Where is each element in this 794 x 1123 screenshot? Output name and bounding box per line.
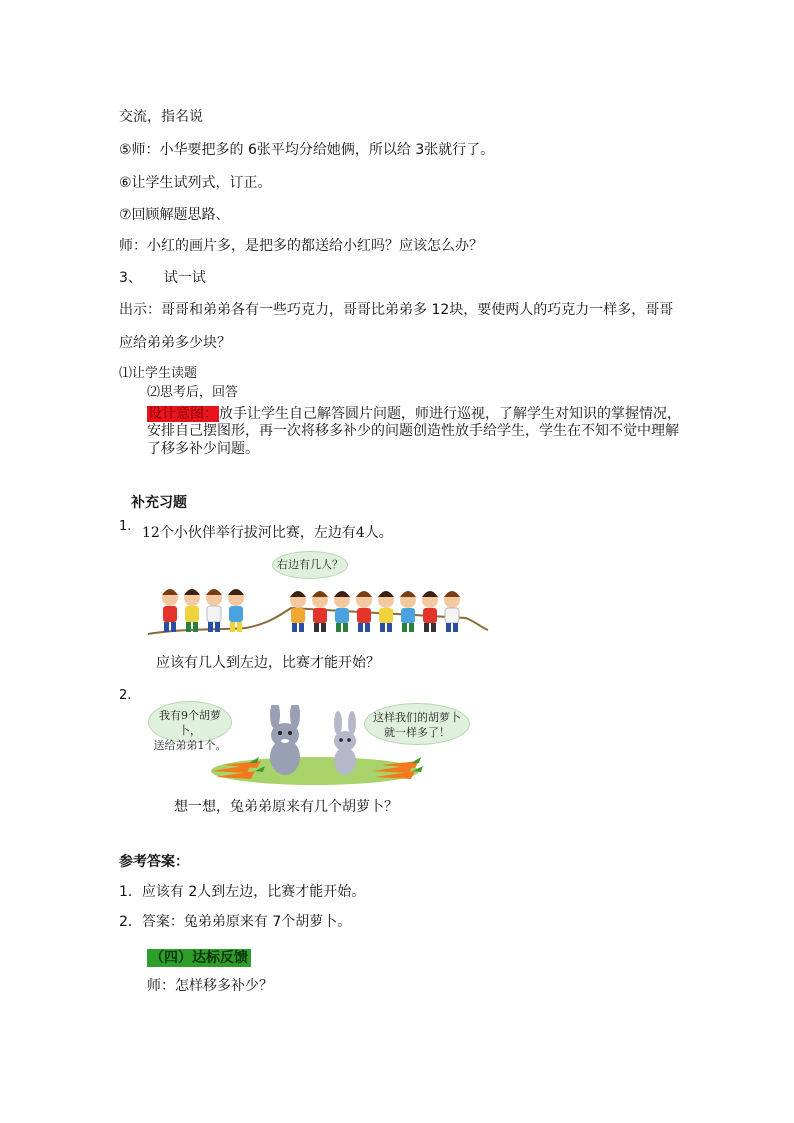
design-intent-tag: 设计意图： [148, 406, 218, 422]
q2-right-bubble-line-1: 这样我们的胡萝卜 [373, 711, 461, 724]
supplement-title: 补充习题 [131, 495, 187, 511]
text-line-2: ⑤师：小华要把多的 6张平均分给她俩，所以给 3张就行了。 [119, 142, 495, 158]
section-3-heading [119, 268, 206, 288]
q2-right-speech-bubble [364, 703, 470, 745]
section-4-heading [147, 948, 251, 968]
text-line-4: ⑦回顾解题思路、 [119, 207, 230, 223]
text-line-1: 交流，指名说 [119, 109, 203, 125]
text-line-5: 师：小红的画片多，是把多的都送给小红吗？应该怎么办？ [119, 238, 483, 254]
text-line-9: ⑴让学生读题 [119, 366, 198, 381]
text-line-7: 出示：哥哥和弟弟各有一些巧克力，哥哥比弟弟多 12块，要使两人的巧克力一样多，哥哥 [119, 302, 674, 318]
q2-left-speech-bubble [148, 701, 232, 752]
q1-speech-bubble: 右边有几人？ [272, 551, 348, 579]
text-line-10: ⑵思考后，回答 [147, 385, 239, 400]
section-4-text: 师：怎样移多补少？ [147, 978, 273, 994]
q1-question: 应该有几人到左边，比赛才能开始？ [156, 655, 380, 671]
text-line-3: ⑥让学生试列式，订正。 [119, 175, 272, 191]
design-intent-text-1: 放手让学生自己解答圆片问题，师进行巡视，了解学生对知识的掌握情况， [219, 406, 681, 422]
q2-left-bubble-line-1: 我有9个胡萝卜， [159, 709, 221, 737]
q1-number: 1. [119, 519, 132, 534]
q2-number: 2. [119, 688, 132, 703]
q1-text: 12个小伙伴举行拔河比赛，左边有4人。 [142, 525, 393, 541]
text-line-8: 应给弟弟多少块？ [119, 335, 231, 351]
answer-2: 2．答案：兔弟弟原来有 7个胡萝卜。 [119, 914, 352, 930]
q2-left-bubble-line-2: 送给弟弟1个。 [153, 739, 227, 752]
answer-1: 1．应该有 2人到左边，比赛才能开始。 [119, 884, 366, 900]
answers-title: 参考答案： [119, 854, 189, 870]
section-3-title: 试一试 [163, 270, 206, 286]
design-intent-line-3: 了移多补少问题。 [147, 441, 259, 457]
design-intent-line-2: 安排自己摆图形，再一次将移多补少的问题创造性放手给学生，学生在不知不觉中理解 [147, 423, 679, 439]
q2-right-bubble-line-2: 就一样多了！ [384, 726, 450, 739]
q2-question: 想一想，兔弟弟原来有几个胡萝卜？ [174, 799, 398, 815]
section-3-number: 3、 [119, 270, 142, 286]
section-4-tag: （四）达标反馈 [147, 949, 251, 967]
